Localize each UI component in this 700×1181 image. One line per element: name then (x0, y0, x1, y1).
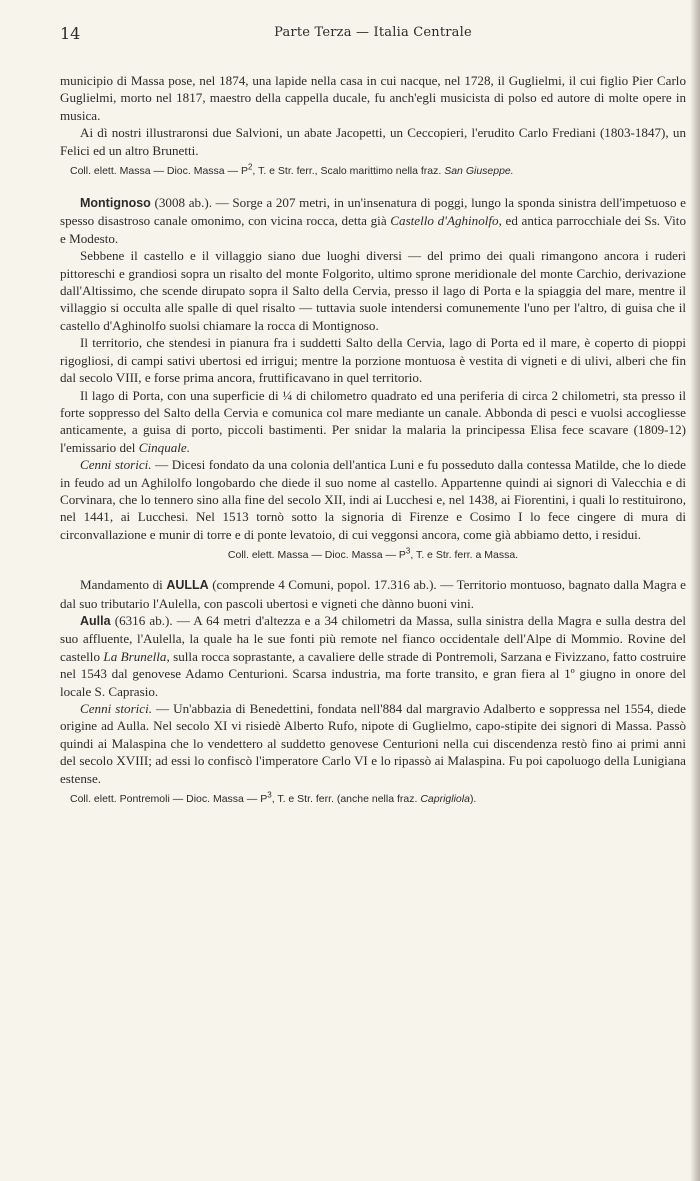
heading-aulla: AULLA (166, 578, 209, 593)
collegio-note-massa: Coll. elett. Massa — Dioc. Massa — $P^2$, T. e Str. ferr., Scalo marittimo nella fraz. San Giuseppe. (70, 162, 514, 178)
paragraph-illustri: Ai dì nostri illustraronsi due Salvioni, un abate Jacopetti, un Ceccopieri, l'erudito Carlo Frediani (1803-1847), un Felici ed un altro Brunetti. (60, 125, 686, 158)
collegio-note-montignoso: Coll. elett. Massa — Dioc. Massa — $P^3$, T. e Str. ferr. a Massa. (227, 546, 519, 562)
paragraph-aulla: Aulla (6316 ab.). — A 64 metri d'altezza e a 34 chilometri da Massa, sulla sinistra della Magra e sulla destra del suo affluente, l'Aulella, la quale ha le sue fonti più remote nel fianco occidentale dell'Alpe di Mommio. Rovine del castello La Brunella, sulla rocca soprastante, a cavaliere delle strade di Pontremoli, Sarzana e Fivizzano, fatto costruire nel 1543 dal genovese Adamo Centurioni. Scarsa industria, ma forte transito, e gran fiera al 1º giugno in onore del locale S. Caprasio. (60, 612, 686, 699)
heading-montignoso: Montignoso (80, 196, 151, 211)
book-page (60, 24, 686, 806)
paragraph-territorio: Il territorio, che stendesi in pianura fra i suddetti Salto della Cervia, lago di Porta ed il mare, è coperto di pioppi rigogliosi, di campi sativi ubertosi ed irrigui; mentre la porzione montuosa è vestita di vigneti e di ulivi, alberi che fin dal secolo VIII, e forse prima ancora, fruttificavano in quel territorio. (60, 335, 686, 386)
paragraph-montignoso: Montignoso (3008 ab.). — Sorge a 207 metri, in un'insenatura di poggi, lungo la sponda sinistra dell'impetuoso e spesso disastroso canale omonimo, con vicina rocca, detta già Castello d'Aghinolfo, ed antica parrocchiale dei Ss. Vito e Modesto. (60, 195, 686, 246)
paragraph-cenni-montignoso: Cenni storici. — Dicesi fondato da una colonia dell'antica Luni e fu posseduto dalla contessa Matilde, che lo diede in feudo ad un Aghilolfo longobardo che diede il suo nome al castello. Appartenne quindi ai signori di Valecchia e di Corvinara, che lo tennero sino alla fine del secolo XII, indi ai Lucchesi e, nel 1438, ai Fiorentini, i quali lo restituirono, nel 1441, ai Lucchesi. Nel 1513 tornò sotto la signoria di Firenze e Cosimo I lo fece cingere di mura di circonvallazione e munir di torre e di ponte levatoio, di cui veggonsi ancora, come già abbiamo detto, i residui. (60, 457, 686, 542)
page-number: 14 (60, 24, 81, 43)
page-body (60, 72, 686, 806)
page-header (60, 24, 686, 50)
paragraph-mandamento-aulla: Mandamento di AULLA (comprende 4 Comuni, popol. 17.316 ab.). — Territorio montuoso, bagnato dalla Magra e dal suo tributario l'Aulella, con pascoli ubertosi e vigneti che dànno buoni vini. (60, 577, 686, 611)
paragraph-castello: Sebbene il castello e il villaggio siano due luoghi diversi — del primo dei quali rimangono ancora i ruderi pittoreschi e grandiosi sopra un risalto del monte Folgorito, ultimo sprone meridionale del monte Carchio, derivazione dall'Altissimo, che scende dirupato sopra il Salto della Cervia, presso il lago di Porta e la spiaggia del mare, mentre il villaggio si occulta alle spalle di quel risalto — tuttavia suole intendersi comunemente l'uno per l'altro, di guisa che il castello d'Aghinolfo suolsi chiamare la rocca di Montignoso. (60, 248, 686, 333)
page-edge-shadow (690, 0, 700, 1181)
collegio-note-pontremoli: Coll. elett. Pontremoli — Dioc. Massa — $P^3$, T. e Str. ferr. (anche nella fraz. Caprigliola). (70, 790, 477, 806)
paragraph-lago-porta: Il lago di Porta, con una superficie di ¼ di chilometro quadrato ed una periferia di circa 2 chilometri, sta presso il forte soppresso del Salto della Cervia e comunica col mare mediante un canale. Abbonda di pesci e vuolsi accogliesse anticamente, a guisa di porto, piccoli bastimenti. Per snidar la malaria la principessa Elisa fece scavare (1809-12) l'emissario del Cinquale. (60, 387, 686, 455)
running-title: Parte Terza — Italia Centrale (274, 25, 472, 40)
paragraph-cenni-aulla: Cenni storici. — Un'abbazia di Benedettini, fondata nell'884 dal margravio Adalberto e soppressa nel 1554, diede origine ad Aulla. Nel secolo XI vi risiedè Alberto Rufo, nipote di Guglielmo, capo-stipite dei signori di Massa. Passò quindi ai Malaspina che lo vendettero al suddetto genovese Centurioni nella cui discendenza restò fino ai primi anni del secolo XVIII; ad essi lo confiscò l'imperatore Carlo VI e lo ripassò ai Malaspina. Fu poi capoluogo della Lunigiana estense. (60, 701, 686, 786)
paragraph-guglielmi: municipio di Massa pose, nel 1874, una lapide nella casa in cui nacque, nel 1728, il Guglielmi, il cui figlio Pier Carlo Guglielmi, morto nel 1817, maestro della cappella ducale, fu anch'egli musicista di polso ed autore di molte opere in musica. (60, 73, 686, 123)
